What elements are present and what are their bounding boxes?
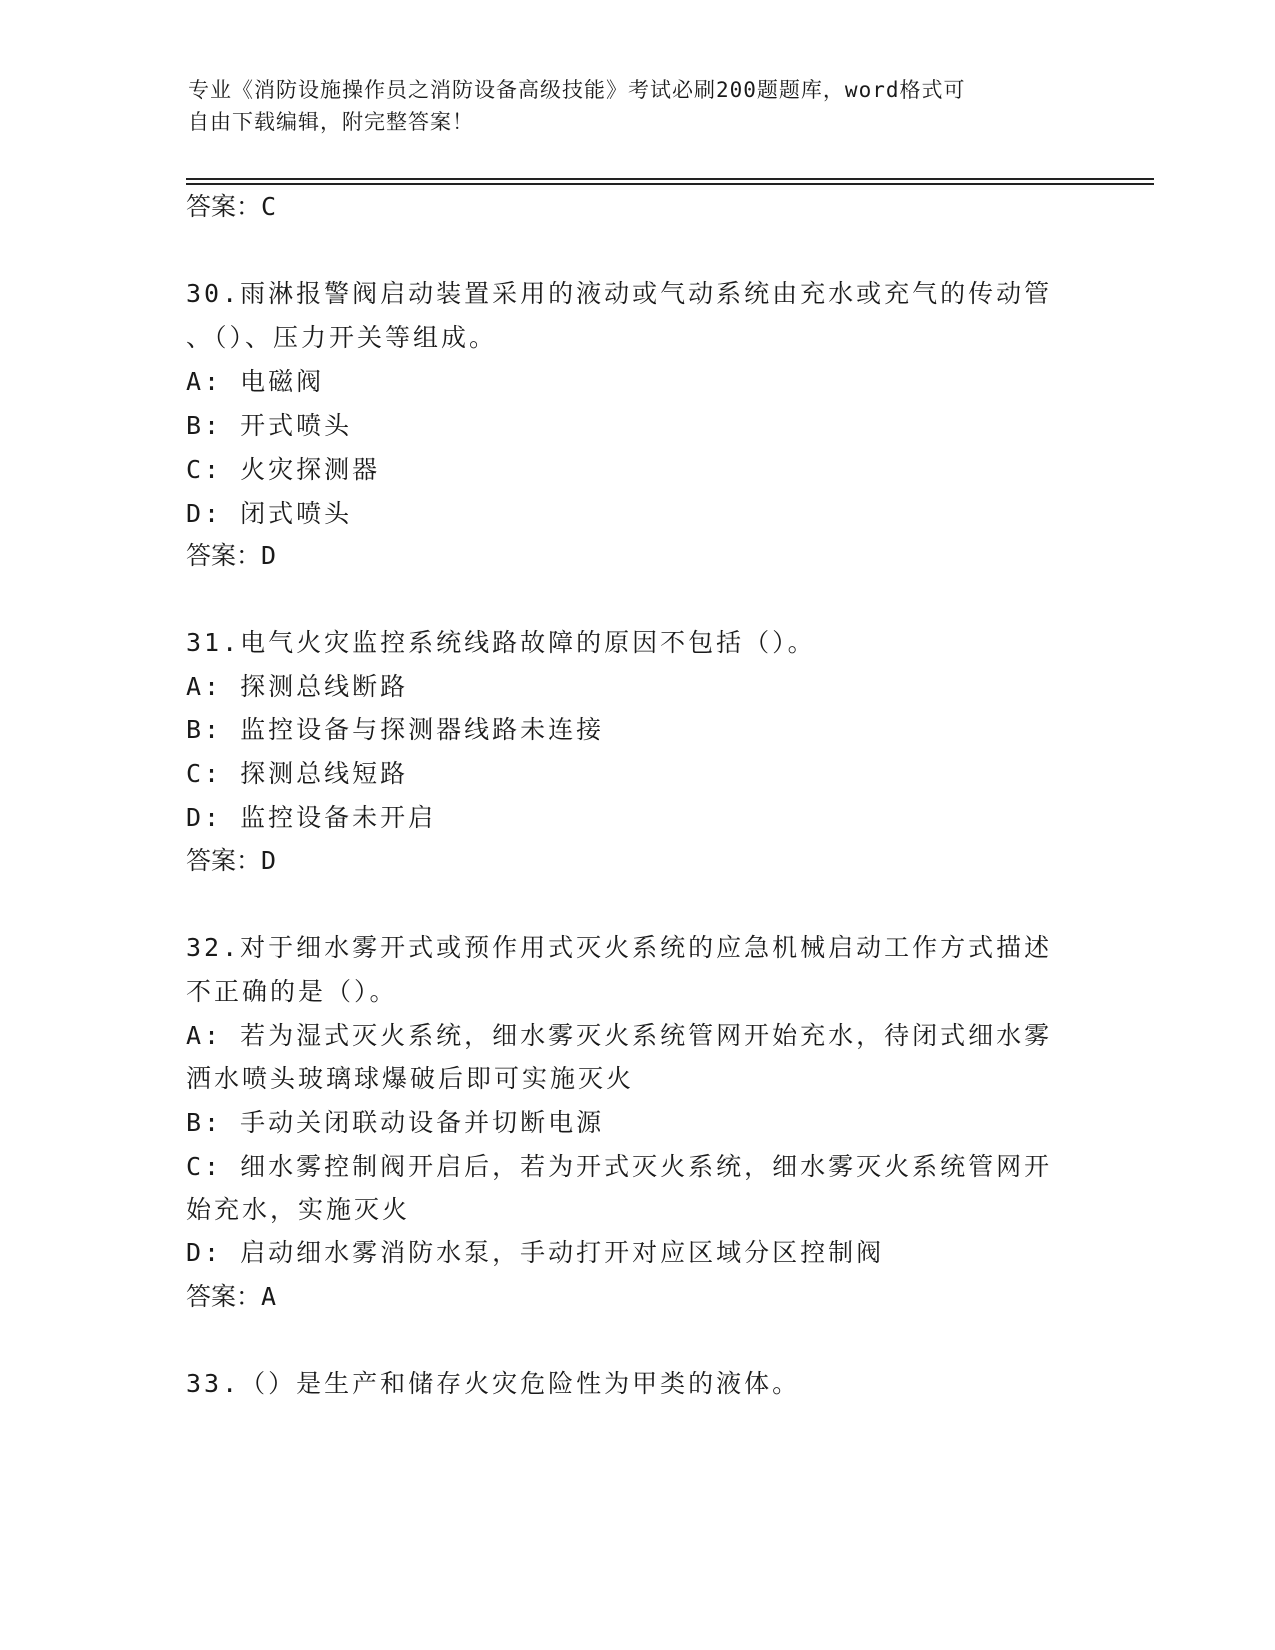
question-30-option-b: B: 开式喷头 bbox=[186, 411, 353, 440]
question-31-option-c: C: 探测总线短路 bbox=[186, 759, 409, 788]
header-line-1: 专业《消防设施操作员之消防设备高级技能》考试必刷200题题库，word格式可 bbox=[188, 78, 966, 102]
question-32-option-c-line-2: 始充水，实施灭火 bbox=[186, 1195, 411, 1224]
answer-value: D bbox=[261, 846, 277, 875]
answer-label: 答案： bbox=[186, 192, 262, 221]
answer-prev bbox=[186, 191, 276, 223]
question-31-option-d: D: 监控设备未开启 bbox=[186, 803, 437, 832]
answer-value: D bbox=[261, 541, 277, 570]
question-32-stem-line-2: 不正确的是（）。 bbox=[186, 977, 398, 1006]
answer-value: A bbox=[261, 1282, 277, 1311]
question-30-option-c: C: 火灾探测器 bbox=[186, 455, 381, 484]
question-31-option-b: B: 监控设备与探测器线路未连接 bbox=[186, 715, 605, 744]
question-32-option-a-line-2: 洒水喷头玻璃球爆破后即可实施灭火 bbox=[186, 1064, 635, 1093]
question-33-stem-line-1: 33.（）是生产和储存火灾危险性为甲类的液体。 bbox=[186, 1369, 801, 1398]
answer-label: 答案： bbox=[186, 541, 262, 570]
question-31-stem-line-1: 31.电气火灾监控系统线路故障的原因不包括（）。 bbox=[186, 628, 816, 657]
question-30-option-d: D: 闭式喷头 bbox=[186, 499, 353, 528]
document-header bbox=[188, 74, 1068, 138]
question-31-answer bbox=[186, 845, 276, 877]
header-divider-top bbox=[186, 178, 1154, 180]
header-divider-bottom bbox=[186, 183, 1154, 185]
question-30-stem-line-1: 30.雨淋报警阀启动装置采用的液动或气动系统由充水或充气的传动管 bbox=[186, 279, 1053, 308]
answer-label: 答案： bbox=[186, 1282, 262, 1311]
question-30-stem-line-2: 、（）、压力开关等组成。 bbox=[186, 323, 498, 352]
question-31-option-a: A: 探测总线断路 bbox=[186, 672, 409, 701]
question-30-option-a: A: 电磁阀 bbox=[186, 367, 325, 396]
question-32-stem-line-1: 32.对于细水雾开式或预作用式灭火系统的应急机械启动工作方式描述 bbox=[186, 933, 1053, 962]
question-32-option-a-line-1: A: 若为湿式灭火系统，细水雾灭火系统管网开始充水，待闭式细水雾 bbox=[186, 1021, 1053, 1050]
question-32-answer bbox=[186, 1281, 276, 1313]
header-line-2: 自由下载编辑，附完整答案！ bbox=[188, 110, 474, 134]
question-32-option-b: B: 手动关闭联动设备并切断电源 bbox=[186, 1108, 605, 1137]
answer-value: C bbox=[261, 192, 277, 221]
question-32-option-c-line-1: C: 细水雾控制阀开启后，若为开式灭火系统，细水雾灭火系统管网开 bbox=[186, 1152, 1053, 1181]
question-32-option-d: D: 启动细水雾消防水泵，手动打开对应区域分区控制阀 bbox=[186, 1238, 885, 1267]
answer-label: 答案： bbox=[186, 846, 262, 875]
question-30-answer bbox=[186, 540, 276, 572]
